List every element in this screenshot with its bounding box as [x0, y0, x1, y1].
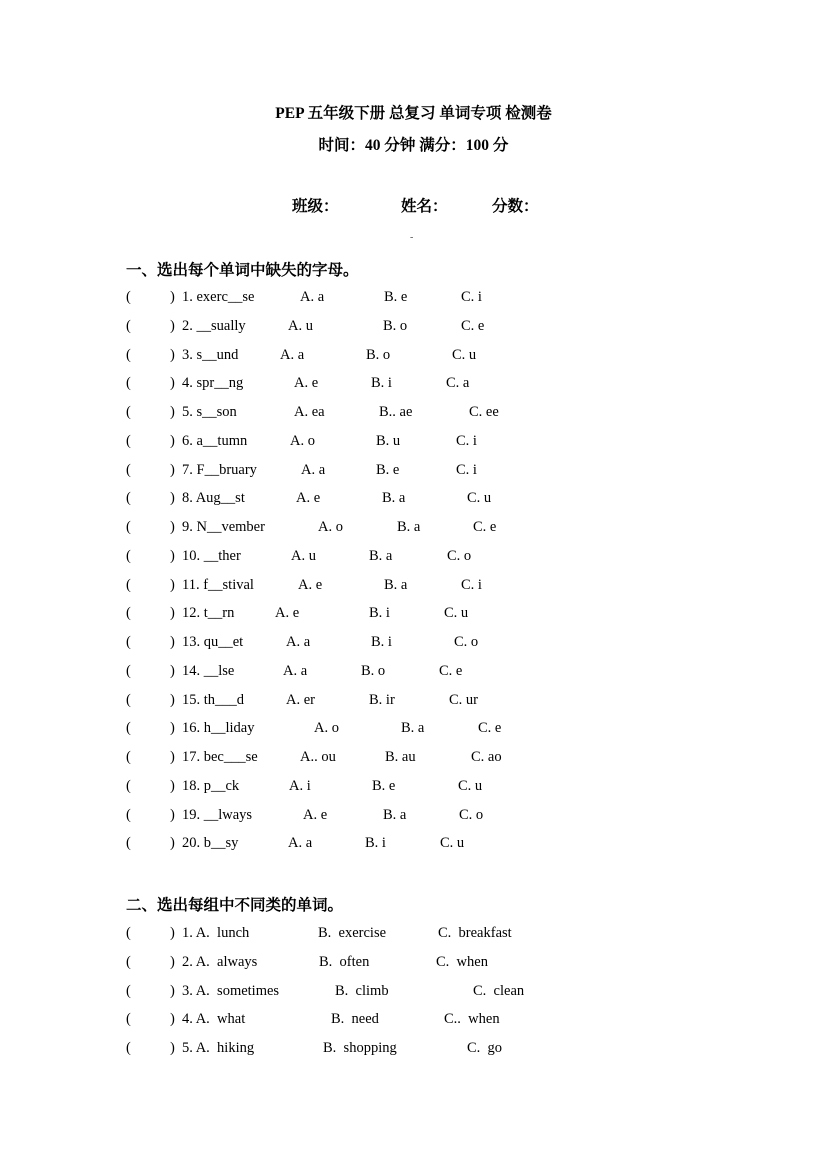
option-b: B. shopping	[323, 1040, 397, 1056]
option-c: C. i	[456, 432, 477, 449]
question-stem: 20. b__sy	[182, 835, 239, 852]
class-label: 班级：	[292, 198, 339, 215]
option-c: C. u	[440, 835, 465, 852]
answer-paren-close: )	[170, 289, 175, 305]
question-stem: 6. a__tumn	[182, 432, 248, 449]
option-b: B. e	[372, 777, 396, 794]
section-1-heading: 一、选出每个单词中缺失的字母。	[126, 262, 359, 279]
answer-paren-close: )	[170, 547, 175, 564]
answer-paren-close: )	[170, 662, 175, 679]
option-b: B. exercise	[318, 925, 387, 941]
answer-paren-open: (	[126, 749, 131, 765]
answer-paren-open: (	[126, 925, 131, 941]
option-a: A. i	[289, 777, 311, 794]
option-c: C. ee	[469, 404, 499, 420]
answer-paren-open: (	[126, 346, 131, 363]
option-c: C. a	[446, 375, 470, 392]
answer-paren-close: )	[170, 720, 175, 737]
question-stem: 13. qu__et	[182, 634, 244, 650]
answer-paren-open: (	[126, 835, 131, 852]
answer-paren-close: )	[170, 806, 175, 823]
answer-paren-open: (	[126, 490, 131, 507]
question-stem: 2. __sually	[182, 317, 246, 334]
option-a: A. u	[288, 317, 313, 334]
option-a: A. a	[280, 346, 305, 363]
option-c: C. when	[436, 953, 488, 970]
option-c: C. e	[478, 720, 502, 737]
option-b: B. ir	[369, 691, 395, 708]
answer-paren-close: )	[170, 1011, 175, 1028]
answer-paren-close: )	[170, 432, 175, 449]
answer-paren-close: )	[170, 375, 175, 392]
option-b: B. e	[384, 289, 408, 305]
option-c: C. i	[461, 289, 482, 305]
option-b: B. a	[382, 490, 406, 507]
answer-paren-open: (	[126, 404, 131, 420]
option-c: C. breakfast	[438, 925, 512, 941]
option-a: A. o	[290, 432, 315, 449]
option-c: C. i	[461, 576, 482, 593]
option-b: B. climb	[335, 982, 389, 999]
question-stem: 8. Aug__st	[182, 490, 245, 507]
option-b: B. often	[319, 953, 370, 970]
option-c: C. e	[473, 519, 497, 535]
question-stem: 10. __ther	[182, 547, 241, 564]
option-a: A. a	[288, 835, 313, 852]
option-c: C. ao	[471, 749, 502, 765]
answer-paren-open: (	[126, 720, 131, 737]
answer-paren-open: (	[126, 806, 131, 823]
question-stem: 5. A. hiking	[182, 1040, 255, 1056]
option-c: C.. when	[444, 1011, 500, 1028]
option-c: C. ur	[449, 691, 478, 708]
question-stem: 11. f__stival	[182, 576, 254, 593]
answer-paren-close: )	[170, 777, 175, 794]
answer-paren-open: (	[126, 519, 131, 535]
option-b: B. i	[371, 634, 392, 650]
answer-paren-close: )	[170, 1040, 175, 1056]
question-stem: 18. p__ck	[182, 777, 240, 794]
answer-paren-close: )	[170, 490, 175, 507]
page-title: PEP 五年级下册 总复习 单词专项 检测卷	[275, 105, 552, 122]
option-b: B. o	[361, 662, 386, 679]
option-a: A. u	[291, 547, 316, 564]
answer-paren-open: (	[126, 1011, 131, 1028]
option-a: A. e	[303, 806, 328, 823]
option-c: C. e	[439, 662, 463, 679]
question-stem: 3. A. sometimes	[182, 982, 280, 999]
option-c: C. o	[454, 634, 479, 650]
option-b: B. o	[366, 346, 391, 363]
option-b: B. a	[384, 576, 408, 593]
answer-paren-open: (	[126, 691, 131, 708]
option-c: C. o	[447, 547, 472, 564]
question-stem: 5. s__son	[182, 404, 237, 420]
option-a: A. o	[318, 519, 343, 535]
option-b: B. au	[385, 749, 416, 765]
question-stem: 15. th___d	[182, 691, 245, 708]
answer-paren-close: )	[170, 691, 175, 708]
option-a: A. a	[301, 461, 326, 478]
question-stem: 17. bec___se	[182, 749, 258, 765]
answer-paren-close: )	[170, 317, 175, 334]
option-b: B. i	[369, 605, 390, 622]
question-stem: 4. spr__ng	[182, 375, 244, 392]
name-label: 姓名：	[401, 198, 448, 215]
option-a: A. e	[275, 605, 300, 622]
option-c: C. u	[458, 777, 483, 794]
answer-paren-close: )	[170, 925, 175, 941]
answer-paren-close: )	[170, 982, 175, 999]
answer-paren-open: (	[126, 547, 131, 564]
answer-paren-close: )	[170, 461, 175, 478]
option-a: A. e	[298, 576, 323, 593]
question-stem: 3. s__und	[182, 346, 239, 363]
question-stem: 16. h__liday	[182, 720, 255, 737]
option-b: B. a	[397, 519, 421, 535]
option-b: B. a	[401, 720, 425, 737]
option-b: B. need	[331, 1011, 379, 1028]
answer-paren-close: )	[170, 404, 175, 420]
option-a: A.. ou	[300, 749, 336, 765]
option-a: A. a	[283, 662, 308, 679]
option-a: A. o	[314, 720, 339, 737]
score-label: 分数：	[492, 198, 539, 215]
option-b: B. e	[376, 461, 400, 478]
answer-paren-open: (	[126, 289, 131, 305]
option-c: C. clean	[473, 982, 525, 999]
answer-paren-open: (	[126, 777, 131, 794]
option-c: C. o	[459, 806, 484, 823]
answer-paren-close: )	[170, 749, 175, 765]
option-a: A. ea	[294, 404, 325, 420]
answer-paren-open: (	[126, 317, 131, 334]
answer-paren-close: )	[170, 953, 175, 970]
question-stem: 1. exerc__se	[182, 289, 255, 305]
option-c: C. u	[452, 346, 477, 363]
option-c: C. u	[444, 605, 469, 622]
answer-paren-open: (	[126, 461, 131, 478]
option-b: B.. ae	[379, 404, 413, 420]
answer-paren-close: )	[170, 605, 175, 622]
answer-paren-open: (	[126, 1040, 131, 1056]
option-c: C. i	[456, 461, 477, 478]
question-stem: 7. F__bruary	[182, 461, 257, 478]
option-a: A. a	[286, 634, 311, 650]
option-a: A. e	[294, 375, 319, 392]
option-b: B. i	[371, 375, 392, 392]
option-b: B. o	[383, 317, 408, 334]
exam-time-score: 时间：40 分钟 满分：100 分	[318, 137, 509, 154]
option-a: A. a	[300, 289, 325, 305]
question-stem: 4. A. what	[182, 1011, 246, 1028]
question-stem: 1. A. lunch	[182, 925, 250, 941]
option-c: C. go	[467, 1040, 503, 1056]
section-2-heading: 二、选出每组中不同类的单词。	[126, 897, 344, 914]
question-stem: 9. N__vember	[182, 519, 265, 535]
answer-paren-open: (	[126, 662, 131, 679]
answer-paren-open: (	[126, 576, 131, 593]
answer-paren-open: (	[126, 605, 131, 622]
answer-paren-close: )	[170, 519, 175, 535]
option-b: B. u	[376, 432, 401, 449]
option-b: B. a	[383, 806, 407, 823]
option-a: A. e	[296, 490, 321, 507]
answer-paren-open: (	[126, 432, 131, 449]
answer-paren-open: (	[126, 953, 131, 970]
question-stem: 2. A. always	[182, 953, 258, 970]
question-stem: 12. t__rn	[182, 605, 235, 622]
option-c: C. u	[467, 490, 492, 507]
question-stem: 19. __lways	[182, 806, 253, 823]
question-stem: 14. __lse	[182, 662, 235, 679]
answer-paren-close: )	[170, 634, 175, 650]
option-b: B. i	[365, 835, 386, 852]
answer-paren-open: (	[126, 982, 131, 999]
option-b: B. a	[369, 547, 393, 564]
answer-paren-close: )	[170, 576, 175, 593]
answer-paren-close: )	[170, 346, 175, 363]
answer-paren-close: )	[170, 835, 175, 852]
stray-mark: -	[410, 232, 414, 243]
option-c: C. e	[461, 317, 485, 334]
option-a: A. er	[286, 691, 315, 708]
answer-paren-open: (	[126, 634, 131, 650]
answer-paren-open: (	[126, 375, 131, 392]
